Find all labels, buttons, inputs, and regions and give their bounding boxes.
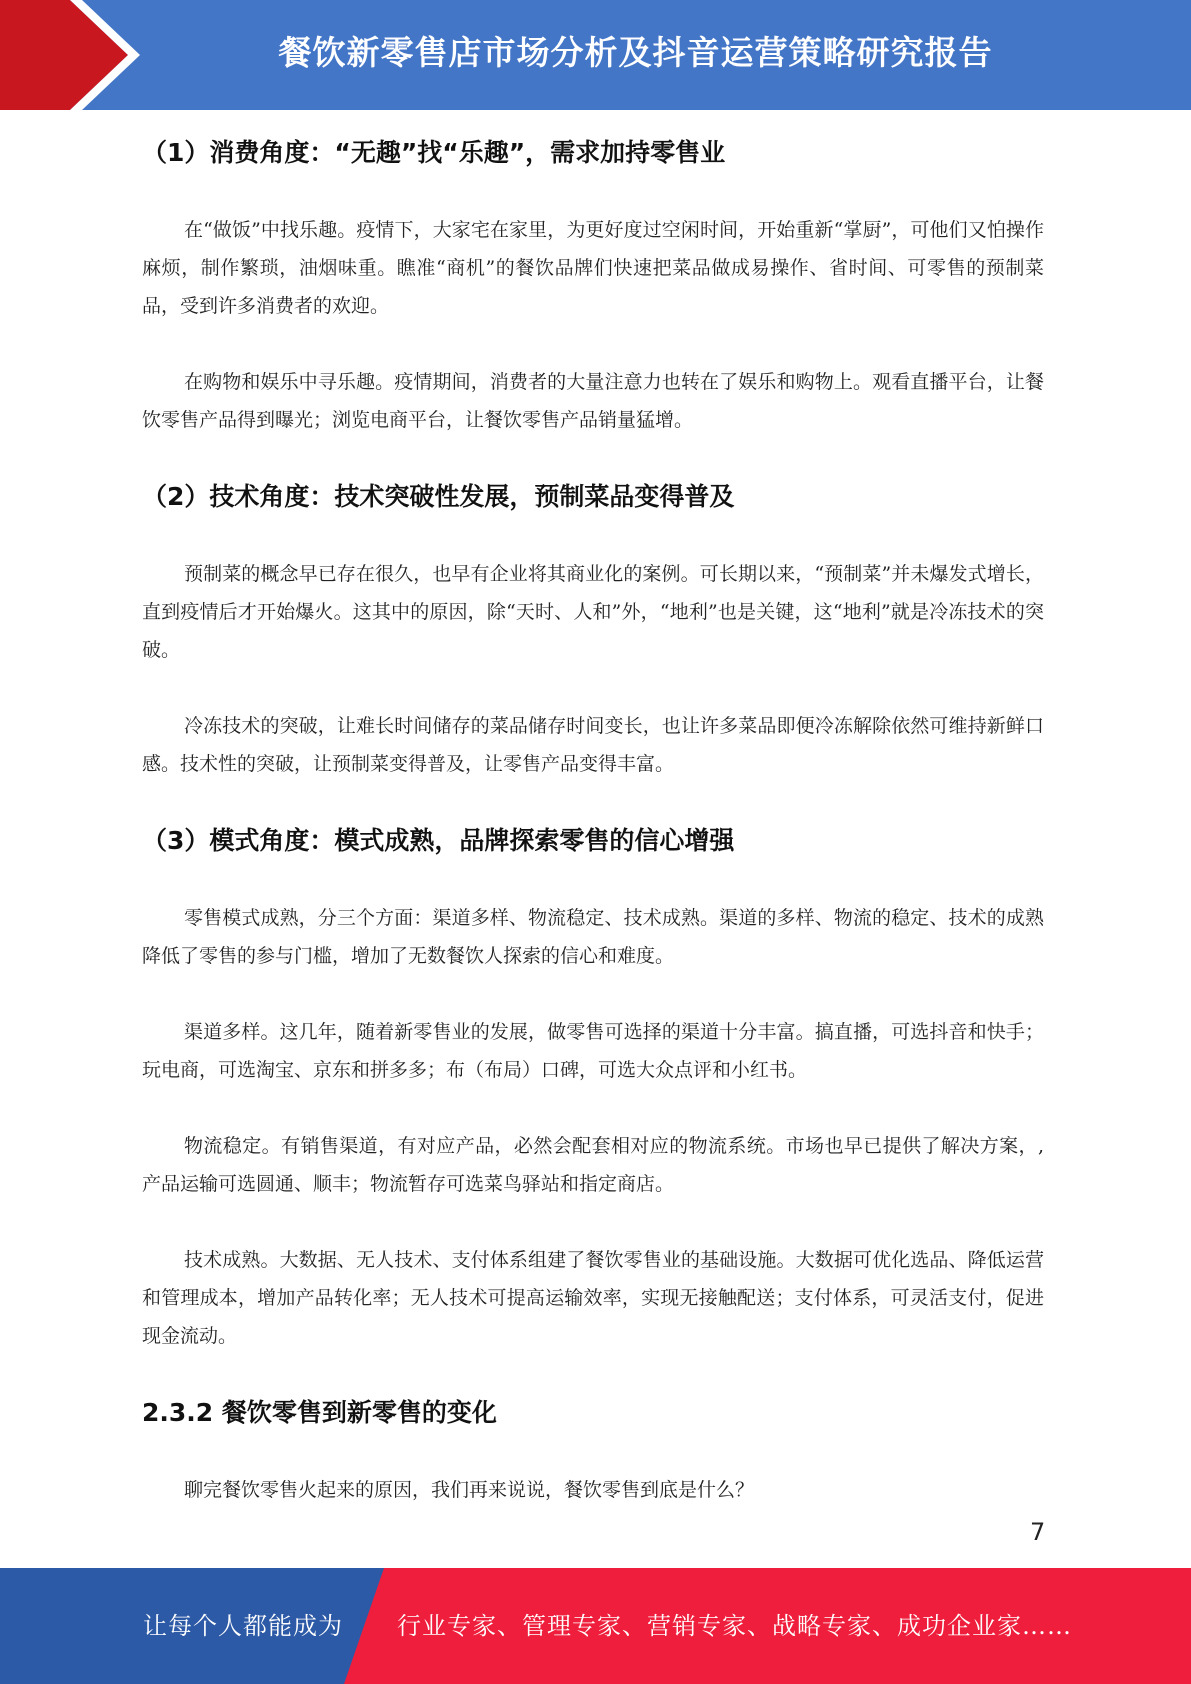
page-number: 7 [1030, 1518, 1046, 1546]
paragraph: 聊完餐饮零售火起来的原因，我们再来说说，餐饮零售到底是什么？ [184, 1479, 755, 1501]
paragraph: 渠道多样。这几年，随着新零售业的发展，做零售可选择的渠道十分丰富。搞直播，可选抖音和快手；玩电商，可选淘宝、京东和拼多多；布（布局）口碑，可选大众点评和小红书。 [142, 1021, 1044, 1081]
paragraph: 预制菜的概念早已存在很久，也早有企业将其商业化的案例。可长期以来，“预制菜”并未爆发式增长，直到疫情后才开始爆火。这其中的原因，除“天时、人和”外，“地利”也是关键，这“地利”就是冷冻技术的突破。 [142, 563, 1044, 661]
paragraph: 在“做饭”中找乐趣。疫情下，大家宅在家里，为更好度过空闲时间，开始重新“掌厨”，可他们又怕操作麻烦，制作繁琐，油烟味重。瞧准“商机”的餐饮品牌们快速把菜品做成易操作、省时间、可零售的预制菜品，受到许多消费者的欢迎。 [142, 219, 1044, 317]
footer-slogan-right: 行业专家、管理专家、营销专家、战略专家、成功企业家…… [397, 1612, 1072, 1640]
section-heading-consumption: （1）消费角度：“无趣”找“乐趣”，需求加持零售业 [142, 138, 726, 167]
paragraph: 零售模式成熟，分三个方面：渠道多样、物流稳定、技术成熟。渠道的多样、物流的稳定、技术的成熟降低了零售的参与门槛，增加了无数餐饮人探索的信心和难度。 [142, 907, 1044, 967]
paragraph: 在购物和娱乐中寻乐趣。疫情期间，消费者的大量注意力也转在了娱乐和购物上。观看直播平台，让餐饮零售产品得到曝光；浏览电商平台，让餐饮零售产品销量猛增。 [142, 371, 1044, 431]
paragraph: 物流稳定。有销售渠道，有对应产品，必然会配套相对应的物流系统。市场也早已提供了解决方案，,产品运输可选圆通、顺丰；物流暂存可选菜鸟驿站和指定商店。 [142, 1135, 1044, 1195]
section-heading-model: （3）模式角度：模式成熟，品牌探索零售的信心增强 [142, 826, 735, 855]
footer-banner [0, 1568, 1191, 1684]
header-arrow-decoration [0, 0, 150, 110]
document-title: 餐饮新零售店市场分析及抖音运营策略研究报告 [278, 33, 993, 72]
header-banner [0, 0, 1191, 110]
footer-slogan-left: 让每个人都能成为 [143, 1612, 343, 1640]
section-heading-technology: （2）技术角度：技术突破性发展，预制菜品变得普及 [142, 482, 735, 511]
section-heading-retail-change: 2.3.2 餐饮零售到新零售的变化 [142, 1398, 497, 1427]
paragraph: 技术成熟。大数据、无人技术、支付体系组建了餐饮零售业的基础设施。大数据可优化选品、降低运营和管理成本，增加产品转化率；无人技术可提高运输效率，实现无接触配送；支付体系，可灵活支付，促进现金流动。 [142, 1249, 1044, 1347]
paragraph: 冷冻技术的突破，让难长时间储存的菜品储存时间变长，也让许多菜品即便冷冻解除依然可维持新鲜口感。技术性的突破，让预制菜变得普及，让零售产品变得丰富。 [142, 715, 1044, 775]
